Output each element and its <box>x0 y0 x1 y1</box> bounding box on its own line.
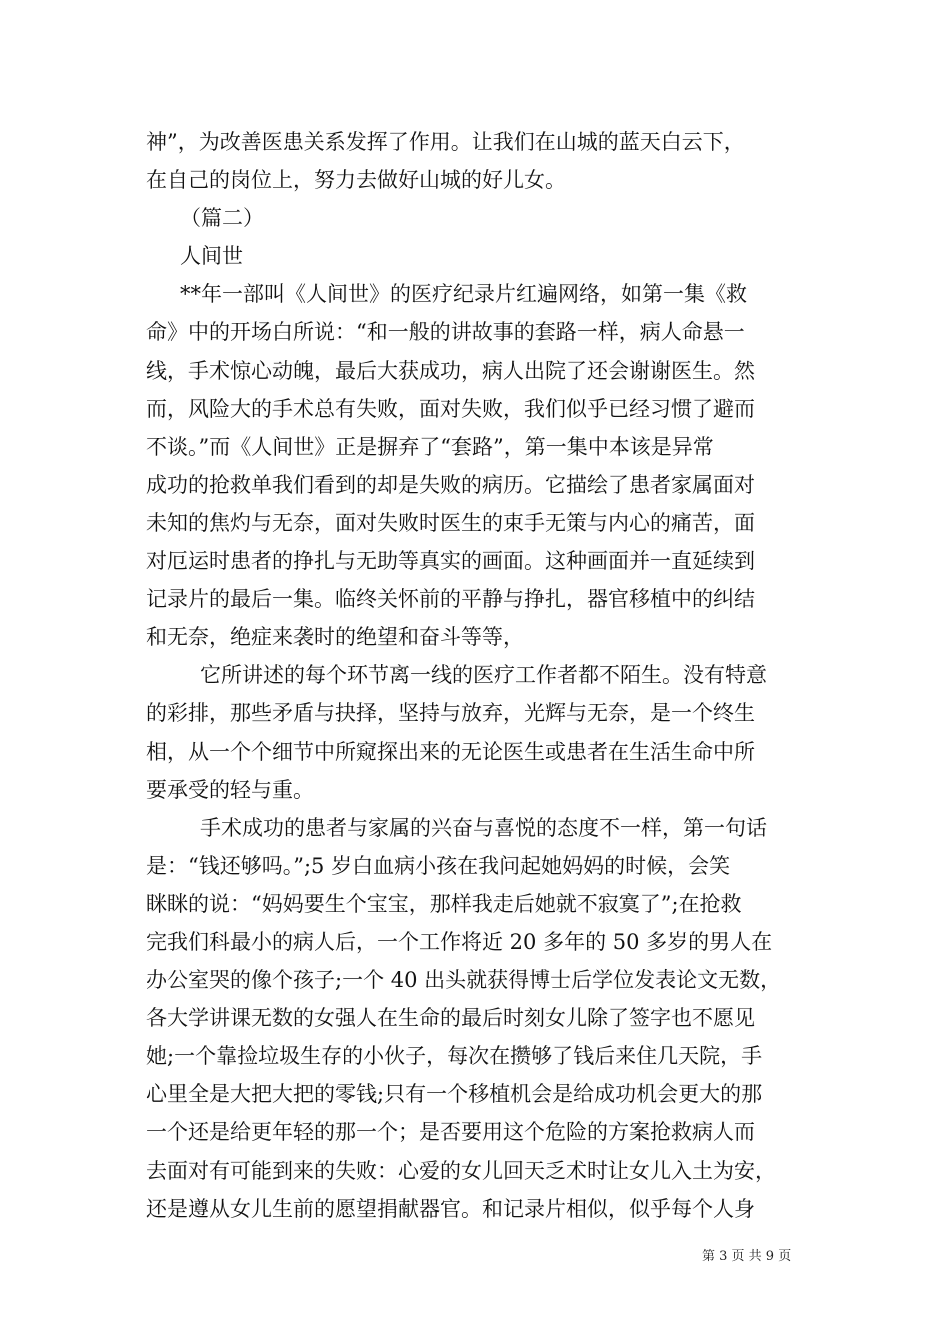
text-line: 要承受的轻与重。 <box>146 777 314 802</box>
text-line: 心里全是大把大把的零钱;只有一个移植机会是给成功机会更大的那 <box>146 1082 763 1107</box>
text-line: 记录片的最后一集。临终关怀前的平静与挣扎，器官移植中的纠结 <box>146 587 755 612</box>
text-line: 在自己的岗位上，努力去做好山城的好儿女。 <box>146 168 566 193</box>
text-line: **年一部叫《人间世》的医疗纪录片红遍网络，如第一集《救 <box>180 282 747 307</box>
text-line: 各大学讲课无数的女强人在生命的最后时刻女儿除了签字也不愿见 <box>146 1006 755 1031</box>
section-number: （篇二） <box>180 206 264 231</box>
page-number-footer: 第 3 页 共 9 页 <box>702 1249 792 1264</box>
paragraph-intro <box>146 275 806 656</box>
text-line: 对厄运时患者的挣扎与无助等真实的画面。这种画面并一直延续到 <box>146 549 755 574</box>
text-line: 成功的抢救单我们看到的却是失败的病历。它描绘了患者家属面对 <box>146 472 755 497</box>
article-title-text: 人间世 <box>180 244 243 269</box>
text-line: 眯眯的说：“妈妈要生个宝宝，那样我走后她就不寂寞了”;在抢救 <box>146 891 742 916</box>
text-line: 而，风险大的手术总有失败，面对失败，我们似乎已经习惯了避而 <box>146 396 755 421</box>
text-line: 还是遵从女儿生前的愿望捐献器官。和记录片相似，似乎每个人身 <box>146 1196 755 1221</box>
text-line: 完我们科最小的病人后，一个工作将近 20 多年的 50 多岁的男人在 <box>146 929 773 954</box>
text-line: 线，手术惊心动魄，最后大获成功，病人出院了还会谢谢医生。然 <box>146 358 755 383</box>
document-body <box>146 123 806 1228</box>
text-line: 神”，为改善医患关系发挥了作用。让我们在山城的蓝天白云下， <box>146 130 745 154</box>
text-line: 手术成功的患者与家属的兴奋与喜悦的态度不一样，第一句话 <box>200 815 767 840</box>
section-heading <box>146 199 806 237</box>
paragraph-closing <box>146 123 806 199</box>
text-line: 未知的焦灼与无奈，面对失败时医生的束手无策与内心的痛苦，面 <box>146 510 755 535</box>
paragraph-stories <box>146 809 806 1228</box>
text-line: 和无奈，绝症来袭时的绝望和奋斗等等， <box>146 625 524 650</box>
text-line: 命》中的开场白所说：“和一般的讲故事的套路一样，病人命悬一 <box>146 320 745 345</box>
text-line: 她;一个靠捡垃圾生存的小伙子，每次在攒够了钱后来住几天院，手 <box>146 1044 763 1069</box>
text-line: 办公室哭的像个孩子;一个 40 出头就获得博士后学位发表论文无数， <box>146 968 782 993</box>
text-line: 一个还是给更年轻的那一个；是否要用这个危险的方案抢救病人而 <box>146 1120 755 1145</box>
text-line: 的彩排，那些矛盾与抉择，坚持与放弃，光辉与无奈，是一个终生 <box>146 701 755 726</box>
text-line: 相，从一个个细节中所窥探出来的无论医生或患者在生活生命中所 <box>146 739 755 764</box>
article-title <box>146 237 806 275</box>
text-line: 去面对有可能到来的失败：心爱的女儿回天乏术时让女儿入土为安， <box>146 1158 776 1183</box>
text-line: 是：“钱还够吗。”;5 岁白血病小孩在我问起她妈妈的时候，会笑 <box>146 853 731 878</box>
text-line: 它所讲述的每个环节离一线的医疗工作者都不陌生。没有特意 <box>200 663 767 688</box>
paragraph-familiar <box>146 656 806 808</box>
text-line: 不谈。”而《人间世》正是摒弃了“套路”，第一集中本该是异常 <box>146 434 714 459</box>
